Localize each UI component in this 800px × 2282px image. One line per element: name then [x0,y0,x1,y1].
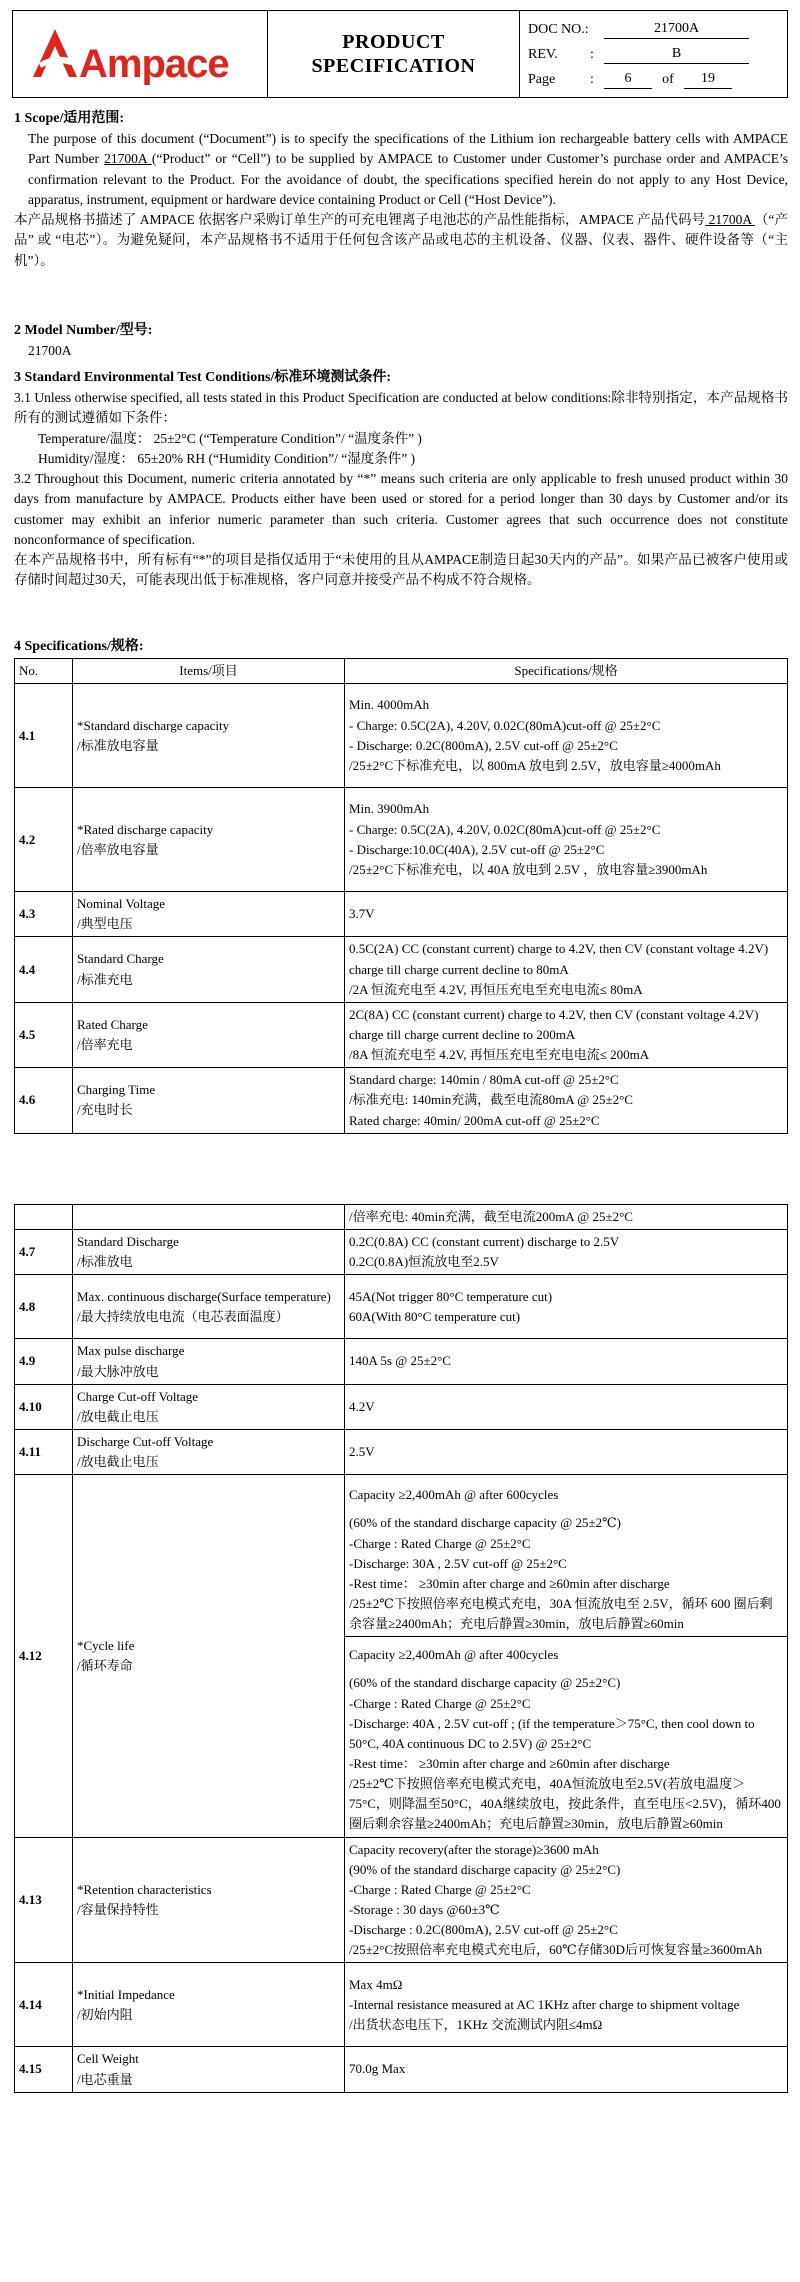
spec-line: 2C(8A) CC (constant current) charge to 4.2V, then CV (constant voltage 4.2V) charge till charge current decline to 200mA [349,1006,759,1042]
item-name-cn: /最大脉冲放电 [77,1363,159,1379]
row-number: 4.4 [15,937,73,1002]
item-name-en: *Cycle life [77,1637,135,1653]
conditions-p1: 3.1 Unless otherwise specified, all tests stated in this Product Specification are conducted at below conditions:除非特别指定，本产品规格书所有的测试遵循如下条件： [14,390,788,426]
spec-line: /25±2°C按照倍率充电模式充电后，60℃存储30D后可恢复容量≥3600mAh [349,1942,763,1958]
col-items-header: Items/项目 [73,659,345,684]
item-name-cn: /标准充电 [77,971,133,987]
spec-line: 45A(Not trigger 80°C temperature cut) [349,1288,553,1304]
row-spec [345,1837,788,1963]
spec-table-part2 [14,1204,788,2093]
item-name-cn: /放电截止电压 [77,1454,159,1470]
doc-no-label: DOC NO.: [528,22,589,37]
spec-line: (60% of the standard discharge capacity @ 25±2℃) [349,1515,622,1531]
item-name-cn: /标准放电 [77,1254,133,1270]
document-meta [520,11,787,97]
spec-line: -Rest time： ≥30min after charge and ≥60min after discharge [349,1575,670,1591]
spec-line: -Rest time： ≥30min after charge and ≥60min after discharge [349,1755,670,1771]
item-name-en: Standard Discharge [77,1234,179,1250]
row-number: 4.5 [15,1002,73,1067]
item-name-cn: /典型电压 [77,916,133,932]
row-item [73,1275,345,1339]
item-name-en: *Retention characteristics [77,1881,212,1897]
item-name-en: Rated Charge [77,1016,148,1032]
page-label: Page [528,72,556,87]
spec-line: Max 4mΩ [349,1976,403,1992]
spec-line: Rated charge: 40min/ 200mA cut-off @ 25±2°C [349,1112,600,1128]
humidity-condition: Humidity/湿度： 65±20% RH (“Humidity Condition”/ “湿度条件” ) [38,450,416,466]
spec-line: Min. 4000mAh [349,697,430,713]
row-number: 4.2 [15,788,73,892]
item-name-cn: /容量保持特性 [77,1901,159,1917]
spec-line: 4.2V [349,1398,375,1414]
row-spec [345,2047,788,2092]
spec-line: -Charge : Rated Charge @ 25±2°C [349,1535,531,1551]
spec-line: - Discharge:10.0C(40A), 2.5V cut-off @ 25±2°C [349,841,605,857]
title-line-1: PRODUCT [342,31,445,53]
row-item [73,1384,345,1429]
spec-line: -Internal resistance measured at AC 1KHz after charge to shipment voltage [349,1996,740,2012]
spec-line: 0.5C(2A) CC (constant current) charge to 4.2V, then CV (constant voltage 4.2V) charge till charge current decline to 80mA [349,941,769,977]
spec-line: /标准充电: 140min充满，截至电流80mA @ 25±2°C [349,1092,633,1108]
item-name-cn: /倍率放电容量 [77,841,159,857]
item-name-cn: /初始内阻 [77,2006,133,2022]
spec-line: 3.7V [349,906,375,922]
row-spec [345,892,788,937]
row-item [73,892,345,937]
rev-colon: : [590,47,594,62]
spec-line: 2.5V [349,1444,375,1460]
row-item [73,1230,345,1275]
spec-line: -Discharge: 40A , 2.5V cut-off ; (if the temperature＞75°C, then cool down to 50°C, 40A continuous DC to 2.5V) @ 25±2°C [349,1715,755,1751]
row-item [73,937,345,1002]
table-row [15,1230,788,1275]
total-pages: 19 [684,70,732,89]
row-number: 4.10 [15,1384,73,1429]
row-number: 4.14 [15,1963,73,2047]
item-name-cn: /标准放电容量 [77,737,159,753]
spec-line: -Discharge : 0.2C(800mA), 2.5V cut-off @ 25±2°C [349,1922,618,1938]
row-item [73,1002,345,1067]
spec-line: 60A(With 80°C temperature cut) [349,1308,521,1324]
cycle-spec-400 [345,1637,788,1837]
ampace-logo [29,23,251,85]
spec-line: /2A 恒流充电至 4.2V, 再恒压充电至充电电流≤ 80mA [349,981,643,997]
conditions-heading: 3 Standard Environmental Test Conditions/标准环境测试条件: [14,370,392,385]
table-row [15,1339,788,1384]
table-row [15,892,788,937]
scope-section [14,108,788,271]
spec-line: Capacity recovery(after the storage)≥3600 mAh [349,1841,599,1857]
model-section [14,320,788,361]
row-spec [345,1384,788,1429]
document-title [268,11,520,97]
table-row [15,1963,788,2047]
row-spec [345,1068,788,1133]
spec-line: - Charge: 0.5C(2A), 4.20V, 0.02C(80mA)cut-off @ 25±2°C [349,821,661,837]
title-line-2: SPECIFICATION [311,55,476,77]
doc-no-value: 21700A [604,20,749,39]
col-spec-header: Specifications/规格 [345,659,788,684]
row-spec [345,1002,788,1067]
item-name-en: Max. continuous discharge(Surface temperature) [77,1288,331,1304]
row-number: 4.7 [15,1230,73,1275]
spec-line: 0.2C(0.8A) CC (constant current) discharge to 2.5V [349,1234,620,1250]
page-row [528,67,777,92]
item-name-cn: /循环寿命 [77,1657,133,1673]
row-item [73,1339,345,1384]
spec-line: /25±2℃下按照倍率充电模式充电，40A恒流放电至2.5V(若放电温度＞75°C，则降温至50°C，40A继续放电，按此条件，直至电压<2.5V)，循环400圈后剩余容量≥2400mAh；充电后静置≥30min，放电后静置≥60min [349,1776,781,1832]
page-number: 6 [604,70,652,89]
of-label: of [662,72,674,87]
page-colon: : [590,72,594,87]
part-number: 21700A [104,151,152,167]
spec-line: - Discharge: 0.2C(800mA), 2.5V cut-off @ 25±2°C [349,737,618,753]
table-row [15,684,788,788]
table-row [15,1475,788,1637]
spec-line: /出货状态电压下，1KHz 交流测试内阻≤4mΩ [349,2016,603,2032]
spec-line: (60% of the standard discharge capacity @ 25±2°C) [349,1675,621,1691]
row-spec [345,1339,788,1384]
scope-heading: 1 Scope/适用范围: [14,111,125,126]
item-name-en: Charge Cut-off Voltage [77,1388,199,1404]
table-row [15,1837,788,1963]
row-spec [345,1429,788,1474]
spec-line: 70.0g Max [349,2061,406,2077]
table-header-row [15,659,788,684]
part-number-cn: 21700A [705,212,755,227]
continued-spec: /倍率充电: 40min充满，截至电流200mA @ 25±2°C [345,1205,788,1230]
row-item [73,1429,345,1474]
spec-line: /25±2℃下按照倍率充电模式充电，30A 恒流放电至 2.5V，循环 600 圈后剩余容量≥2400mAh；充电后静置≥30min，放电后静置≥60min [349,1595,773,1632]
spec-line: /8A 恒流充电至 4.2V, 再恒压充电至充电电流≤ 200mA [349,1047,650,1063]
item-name-en: *Rated discharge capacity [77,821,214,837]
spec-line: -Charge : Rated Charge @ 25±2°C [349,1881,531,1897]
rev-value: B [604,45,749,64]
row-item [73,684,345,788]
brand-wordmark: Ampace [79,42,229,85]
spec-line: -Discharge: 30A , 2.5V cut-off @ 25±2°C [349,1555,567,1571]
conditions-p3: 在本产品规格书中，所有标有“*”的项目是指仅适用于“未使用的且从AMPACE制造日起30天内的产品”。如果产品已被客户使用或存储时间超过30天，可能表现出低于标准规格，客户同意并接受产品不构成不符合规格。 [14,552,788,588]
row-number: 4.9 [15,1339,73,1384]
row-number: 4.8 [15,1275,73,1339]
row-number: 4.3 [15,892,73,937]
spec-line: 140A 5s @ 25±2°C [349,1353,451,1369]
item-name-cn: /最大持续放电电流（电芯表面温度） [77,1308,289,1324]
row-item [73,1475,345,1837]
row-spec [345,1275,788,1339]
table-row [15,1205,788,1230]
row-number: 4.13 [15,1837,73,1963]
row-spec [345,788,788,892]
item-name-en: Max pulse discharge [77,1343,185,1359]
row-item [73,788,345,892]
col-no-header: No. [15,659,73,684]
spec-line: -Storage : 30 days @60±3℃ [349,1901,500,1917]
rev-label: REV. [528,47,558,62]
temperature-condition: Temperature/温度： 25±2°C (“Temperature Condition”/ “温度条件” ) [38,430,422,446]
table-row [15,1068,788,1133]
item-name-en: Standard Charge [77,951,164,967]
spec-line: Capacity ≥2,400mAh @ after 400cycles [349,1647,559,1663]
item-name-cn: /放电截止电压 [77,1408,159,1424]
spec-line: - Charge: 0.5C(2A), 4.20V, 0.02C(80mA)cut-off @ 25±2°C [349,717,661,733]
spec-line: /25±2°C下标准充电，以 40A 放电到 2.5V ，放电容量≥3900mAh [349,861,708,877]
row-item [73,2047,345,2092]
row-number: 4.12 [15,1475,73,1837]
item-name-en: Nominal Voltage [77,896,165,912]
table-row [15,1002,788,1067]
row-number: 4.11 [15,1429,73,1474]
table-row [15,788,788,892]
row-number: 4.15 [15,2047,73,2092]
spec-line: Standard charge: 140min / 80mA cut-off @ 25±2°C [349,1072,619,1088]
spec-table-part1 [14,658,788,1134]
item-name-en: *Standard discharge capacity [77,717,230,733]
table-row [15,1275,788,1339]
row-spec [345,937,788,1002]
conditions-section [14,367,788,591]
item-name-cn: /倍率充电 [77,1037,133,1053]
model-heading: 2 Model Number/型号: [14,323,153,338]
item-name-en: Cell Weight [77,2051,139,2067]
row-spec [345,684,788,788]
table-row [15,937,788,1002]
row-item [73,1068,345,1133]
table-row [15,1384,788,1429]
item-name-en: *Initial Impedance [77,1986,175,2002]
brand-logo-cell [13,11,268,97]
row-item [73,1837,345,1963]
item-name-en: Discharge Cut-off Voltage [77,1433,214,1449]
spec-line: -Charge : Rated Charge @ 25±2°C [349,1695,531,1711]
scope-text-en: The purpose of this document (“Document”) is to specify the specifications of the Lithium ion rechargeable battery cells with AMPACE Part Number 21700A (“Product” or “Cell”) to be supplied by AMPACE to Customer under Customer’s purchase order and AMPACE’s confirmation relevant to the Product. For the avoidance of doubt, the specifications specified herein do not apply to any Host Device, apparatus, instrument, equipment or hardware device containing Product or Cell (“Host Device”). [28,131,789,207]
spec-line: Capacity ≥2,400mAh @ after 600cycles [349,1487,559,1503]
item-name-en: Charging Time [77,1082,156,1098]
model-value: 21700A [28,343,72,358]
item-name-cn: /充电时长 [77,1102,133,1118]
doc-no-row [528,17,777,42]
document-header [12,10,788,98]
spec-line: 0.2C(0.8A)恒流放电至2.5V [349,1254,499,1270]
conditions-p2: 3.2 Throughout this Document, numeric criteria annotated by “*” means such criteria are only applicable to fresh unused product within 30 days from manufacture by AMPACE. Products either have been used or stored for a period longer than 30 days by Customer and/or its customer may exhibit an inferior numeric parameter than such criteria. Customer agrees that such occurrence does not constitute nonconformance of specification. [14,471,788,547]
row-number: 4.6 [15,1068,73,1133]
row-item [73,1963,345,2047]
spec-line: /25±2°C下标准充电，以 800mA 放电到 2.5V，放电容量≥4000mAh [349,757,721,773]
spec-line: Min. 3900mAh [349,801,430,817]
spec-line: (90% of the standard discharge capacity @ 25±2°C) [349,1861,621,1877]
specs-heading: 4 Specifications/规格: [14,639,144,654]
scope-text-cn: 本产品规格书描述了 AMPACE 依据客户采购订单生产的可充电锂离子电池芯的产品性能指标，AMPACE 产品代码号 21700A （“产品” 或 “电芯”）。为避免疑问，本产品规格书不适用于任何包含该产品或电芯的主机设备、仪器、仪表、器件、硬件设备等（“主机”）。 [14,212,788,268]
row-spec [345,1230,788,1275]
item-name-cn: /电芯重量 [77,2071,133,2087]
table-row [15,1429,788,1474]
row-spec [345,1963,788,2047]
table-row [15,2047,788,2092]
rev-row [528,42,777,67]
row-number: 4.1 [15,684,73,788]
cycle-spec-600 [345,1475,788,1637]
